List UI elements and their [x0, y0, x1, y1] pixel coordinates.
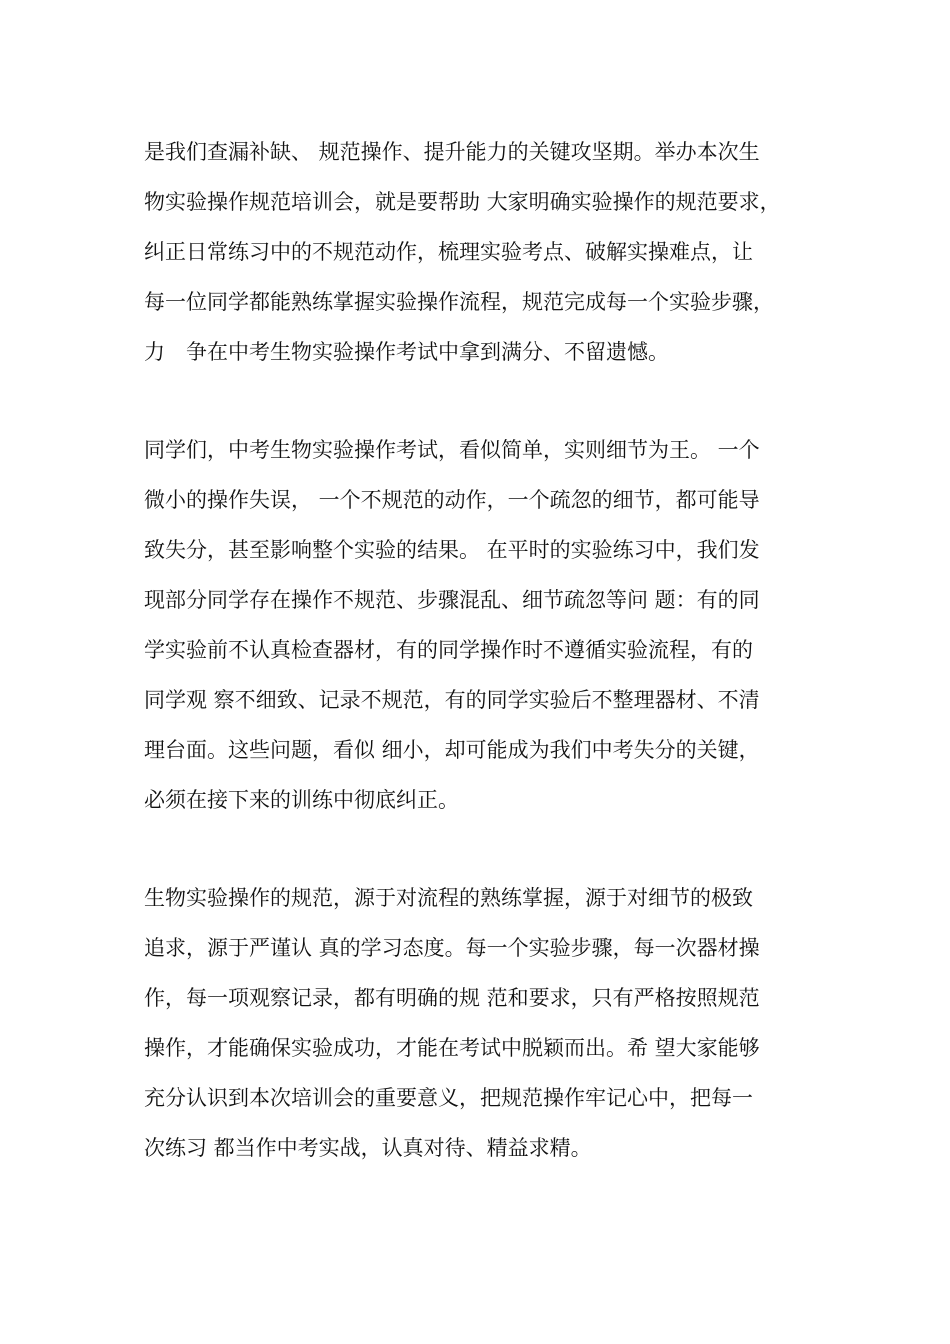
paragraph-line: 充分认识到本次培训会的重要意义，把规范操作牢记心中，把每一 — [144, 1086, 753, 1110]
paragraph-line: 致失分，甚至影响整个实验的结果。 在平时的实验练习中，我们发 — [144, 538, 760, 562]
paragraph-line: 微小的操作失误， 一个不规范的动作，一个疏忽的细节，都可能导 — [144, 488, 760, 512]
paragraph-line: 纠正日常练习中的不规范动作，梳理实验考点、破解实操难点，让 — [144, 240, 753, 264]
paragraph-line: 是我们查漏补缺、 规范操作、提升能力的关键攻坚期。举办本次生 — [144, 140, 760, 164]
paragraph-line: 次练习 都当作中考实战，认真对待、精益求精。 — [144, 1136, 592, 1160]
paragraph-line: 现部分同学存在操作不规范、步骤混乱、细节疏忽等问 题：有的同 — [144, 588, 760, 612]
paragraph-line: 理台面。这些问题，看似 细小，却可能成为我们中考失分的关键， — [144, 738, 760, 762]
paragraph-line: 物实验操作规范培训会，就是要帮助 大家明确实验操作的规范要求， — [144, 190, 781, 214]
paragraph-line: 每一位同学都能熟练掌握实验操作流程，规范完成每一个实验步骤， — [144, 290, 774, 314]
paragraph-line: 力 争在中考生物实验操作考试中拿到满分、不留遗憾。 — [144, 340, 669, 364]
paragraph-line: 同学观 察不细致、记录不规范，有的同学实验后不整理器材、不清 — [144, 688, 760, 712]
paragraph-line: 操作，才能确保实验成功，才能在考试中脱颖而出。希 望大家能够 — [144, 1036, 760, 1060]
paragraph-line: 必须在接下来的训练中彻底纠正。 — [144, 788, 459, 812]
paragraph-line: 作，每一项观察记录，都有明确的规 范和要求，只有严格按照规范 — [144, 986, 760, 1010]
paragraph-line: 学实验前不认真检查器材，有的同学操作时不遵循实验流程，有的 — [144, 638, 753, 662]
paragraph-line: 同学们，中考生物实验操作考试，看似简单，实则细节为王。 一个 — [144, 438, 760, 462]
paragraph-line: 生物实验操作的规范，源于对流程的熟练掌握，源于对细节的极致 — [144, 886, 753, 910]
paragraph-line: 追求，源于严谨认 真的学习态度。每一个实验步骤，每一次器材操 — [144, 936, 760, 960]
